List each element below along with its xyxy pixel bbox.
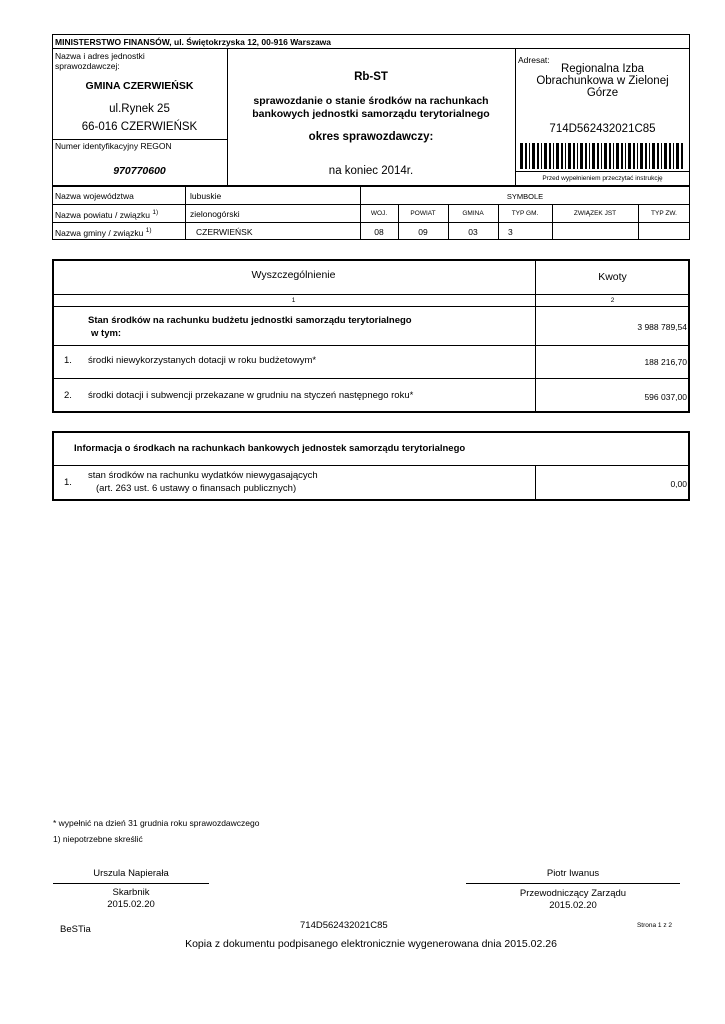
- doc-id: 714D562432021C85: [549, 123, 656, 135]
- footnote-1: * wypełnić na dzień 31 grudnia roku sprawozdawczego: [53, 818, 260, 828]
- symbol-value-powiat: 09: [418, 227, 428, 237]
- col-number-2: 2: [610, 297, 615, 304]
- symbol-value-woj: 08: [374, 227, 384, 237]
- barcode: [520, 143, 686, 169]
- regon-value: 970770600: [113, 165, 166, 177]
- addressee: Regionalna Izba Obrachunkowa w Zielonej Górze: [536, 63, 669, 99]
- addressee-label: Adresat:: [518, 55, 550, 65]
- ministry-line: MINISTERSTWO FINANSÓW, ul. Świętokrzyska 12, 00-916 Warszawa: [55, 37, 332, 47]
- symbol-header-typ-gm: TYP GM.: [511, 210, 539, 217]
- symbol-header-typ-zw: TYP ZW.: [651, 210, 677, 217]
- voivodeship-value: lubuskie: [190, 191, 222, 201]
- row-1-label: środki niewykorzystanych dotacji w roku budżetowym*: [88, 355, 317, 366]
- symbol-header-powiat: POWIAT: [410, 210, 436, 217]
- period-label: okres sprawozdawczy:: [308, 131, 434, 143]
- voivodeship-label: Nazwa województwa: [55, 191, 134, 201]
- name-address-label: Nazwa i adres jednostki sprawozdawczej:: [55, 51, 145, 71]
- symbol-header-woj: WOJ.: [370, 210, 388, 217]
- signature-left-date: 2015.02.20: [107, 899, 155, 910]
- commune-label: Nazwa gminy / związku $^{1)}$: [55, 227, 152, 238]
- symbols-label: SYMBOLE: [506, 192, 544, 201]
- copy-note: Kopia z dokumentu podpisanego elektronicznie wygenerowana dnia 2015.02.26: [185, 938, 557, 950]
- footer-doc-id: 714D562432021C85: [300, 920, 388, 931]
- col-header-amounts: Kwoty: [598, 271, 627, 283]
- county-label: Nazwa powiatu / związku $^{1)}$: [55, 209, 159, 220]
- total-value: 3 988 789,54: [637, 322, 687, 332]
- row-1-number: 1.: [64, 355, 72, 366]
- page-number: Strona 1 z 2: [636, 922, 672, 929]
- symbol-value-gmina: 03: [468, 227, 478, 237]
- info-row-label: stan środków na rachunku wydatków niewygasających (art. 263 ust. 6 ustawy o finansach publicznych): [88, 470, 318, 494]
- signature-right-role: Przewodniczący Zarządu: [519, 888, 627, 899]
- col-number-1: 1: [291, 297, 296, 304]
- unit-name: GMINA CZERWIEŃSK: [85, 80, 194, 92]
- county-value: zielonogórski: [190, 209, 240, 219]
- unit-street: ul.Rynek 25: [109, 103, 170, 115]
- instruction-note: Przed wypełnieniem przeczytać instrukcję: [542, 175, 663, 182]
- signature-left-role: Skarbnik: [112, 887, 150, 898]
- row-2-value: 596 037,00: [644, 392, 687, 402]
- symbol-header-zwiazek: ZWIĄZEK JST: [573, 210, 617, 217]
- unit-city: 66-016 CZERWIEŃSK: [81, 121, 198, 133]
- signature-right-name: Piotr Iwanus: [546, 868, 600, 879]
- row-1-value: 188 216,70: [644, 357, 687, 367]
- period-value: na koniec 2014r.: [328, 165, 414, 177]
- software-label: BeSTia: [60, 924, 91, 935]
- report-title: sprawozdanie o stanie środków na rachunkach bankowych jednostki samorządu terytorialnego: [252, 95, 490, 120]
- footnote-2: 1) niepotrzebne skreślić: [53, 834, 143, 844]
- form-code: Rb-ST: [354, 71, 388, 83]
- info-row-value: 0,00: [670, 479, 687, 489]
- col-header-specification: Wyszczególnienie: [251, 269, 336, 281]
- info-row-number: 1.: [64, 477, 72, 488]
- row-2-number: 2.: [64, 390, 72, 401]
- signature-right-date: 2015.02.20: [549, 900, 597, 911]
- row-2-label: środki dotacji i subwencji przekazane w grudniu na styczeń następnego roku*: [88, 390, 414, 401]
- info-title: Informacja o środkach na rachunkach bankowych jednostek samorządu terytorialnego: [74, 443, 466, 454]
- commune-value: CZERWIEŃSK: [196, 227, 253, 237]
- total-label: Stan środków na rachunku budżetu jednostki samorządu terytorialnego w tym:: [88, 315, 412, 339]
- symbol-value-typ-gm: 3: [508, 227, 513, 237]
- regon-label: Numer identyfikacyjny REGON: [55, 141, 172, 151]
- signature-left-name: Urszula Napierała: [93, 868, 169, 879]
- symbol-header-gmina: GMINA: [462, 210, 484, 217]
